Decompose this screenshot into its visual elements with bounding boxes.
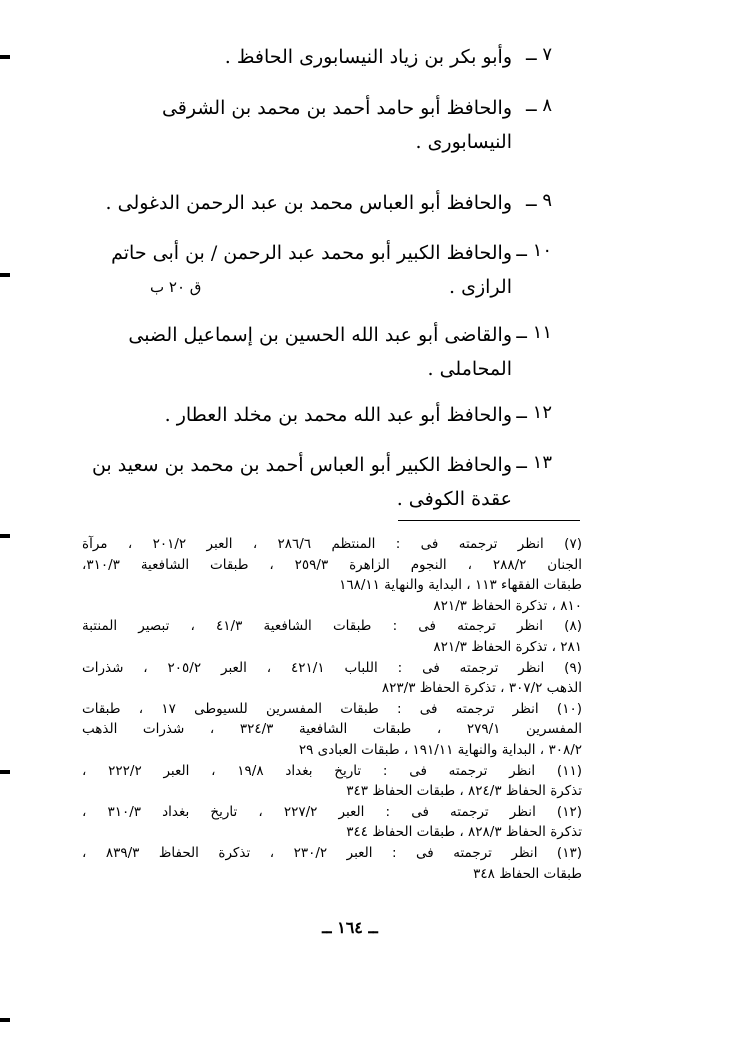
entry-line: والحافظ أبو العباس محمد بن عبد الرحمن الدغولى . (105, 192, 512, 214)
footnote-line: الجنان ٢٨٨/٢ ، النجوم الزاهرة ٢٥٩/٣ ، طبقات الشافعية ٣١٠/٣، (82, 556, 582, 573)
footnote-line: (١٢) انظر ترجمته فى : العبر ٢٢٧/٢ ، تاريخ بغداد ٣١٠/٣ ، (82, 803, 582, 820)
footnote-line: (١٣) انظر ترجمته فى : العبر ٢٣٠/٢ ، تذكرة الحفاظ ٨٣٩/٣ ، (82, 844, 582, 861)
scan-edge-mark (0, 770, 10, 774)
manuscript-folio-note: ق ٢٠ ب (150, 278, 202, 296)
footnote-line: طبقات الفقهاء ١١٣ ، البداية والنهاية ١٦٨/١١ (339, 577, 582, 594)
footnote-line: تذكرة الحفاظ ٨٢٨/٣ ، طبقات الحفاظ ٣٤٤ (346, 824, 582, 841)
footnote-line: تذكرة الحفاظ ٨٢٤/٣ ، طبقات الحفاظ ٣٤٣ (346, 783, 582, 800)
entry-line: والحافظ الكبير أبو العباس أحمد بن محمد بن سعيد بن (91, 454, 512, 476)
entry-line: والحافظ أبو حامد أحمد بن محمد بن الشرقى (161, 97, 512, 119)
entry-8 (82, 95, 552, 157)
entry-line: الرازى . (449, 276, 512, 298)
scan-edge-mark (0, 534, 10, 538)
entry-number: ٨ ــ (526, 95, 552, 116)
footnote-line: طبقات الحفاظ ٣٤٨ (473, 865, 582, 882)
footnote-line: ٨١٠ ، تذكرة الحفاظ ٨٢١/٣ (433, 597, 582, 614)
entry-9 (82, 190, 552, 220)
footnote-line: ٢٨١ ، تذكرة الحفاظ ٨٢١/٣ (433, 638, 582, 655)
scan-edge-mark (0, 1018, 10, 1022)
entry-line: المحاملى . (427, 358, 512, 380)
scan-edge-mark (0, 273, 10, 277)
footnote-line: (١١) انظر ترجمته فى : تاريخ بغداد ١٩/٨ ، العبر ٢٢٢/٢ ، (82, 762, 582, 779)
footnotes (82, 534, 582, 884)
entry-11 (82, 322, 552, 384)
entry-line: عقدة الكوفى . (396, 488, 512, 510)
footnote-separator (398, 520, 580, 521)
entry-number: ١٠ ــ (516, 240, 552, 261)
entry-number: ١٢ ــ (516, 402, 552, 423)
entry-number: ٧ ــ (526, 44, 552, 65)
entry-line: والحافظ أبو عبد الله محمد بن مخلد العطار . (164, 404, 512, 426)
entry-13 (82, 452, 552, 514)
footnote-line: المفسرين ٢٧٩/١ ، طبقات الشافعية ٣٢٤/٣ ، شذرات الذهب (82, 721, 582, 738)
footnote-line: ٣٠٨/٢ ، البداية والنهاية ١٩١/١١ ، طبقات العبادى ٢٩ (298, 741, 582, 758)
scan-edge-mark (0, 55, 10, 59)
entry-number: ١١ ــ (516, 322, 552, 343)
entry-12 (82, 402, 552, 432)
entry-number: ١٣ ــ (516, 452, 552, 473)
entry-7 (82, 44, 552, 74)
entry-line: وأبو بكر بن زياد النيسابورى الحافظ . (224, 46, 512, 68)
footnote-line: (٩) انظر ترجمته فى : اللباب ٤٢١/١ ، العبر ٢٠٥/٢ ، شذرات (82, 659, 582, 676)
entry-line: والحافظ الكبير أبو محمد عبد الرحمن / بن أبى حاتم (111, 242, 512, 264)
footnote-line: (٧) انظر ترجمته فى : المنتظم ٢٨٦/٦ ، العبر ٢٠١/٢ ، مرآة (82, 536, 582, 552)
page-number: ــ ١٦٤ ــ (322, 918, 378, 937)
footnote-line: (٨) انظر ترجمته فى : طبقات الشافعية ٤١/٣ ، تبصير المنتبة (82, 618, 582, 635)
footnote-line: (١٠) انظر ترجمته فى : طبقات المفسرين للسيوطى ١٧ ، طبقات (82, 700, 582, 717)
footnote-line: الذهب ٣٠٧/٢ ، تذكرة الحفاظ ٨٢٣/٣ (381, 680, 582, 697)
entry-number: ٩ ــ (526, 190, 552, 211)
entry-line: والقاضى أبو عبد الله الحسين بن إسماعيل الضبى (128, 324, 512, 346)
entry-line: النيسابورى . (415, 131, 512, 153)
